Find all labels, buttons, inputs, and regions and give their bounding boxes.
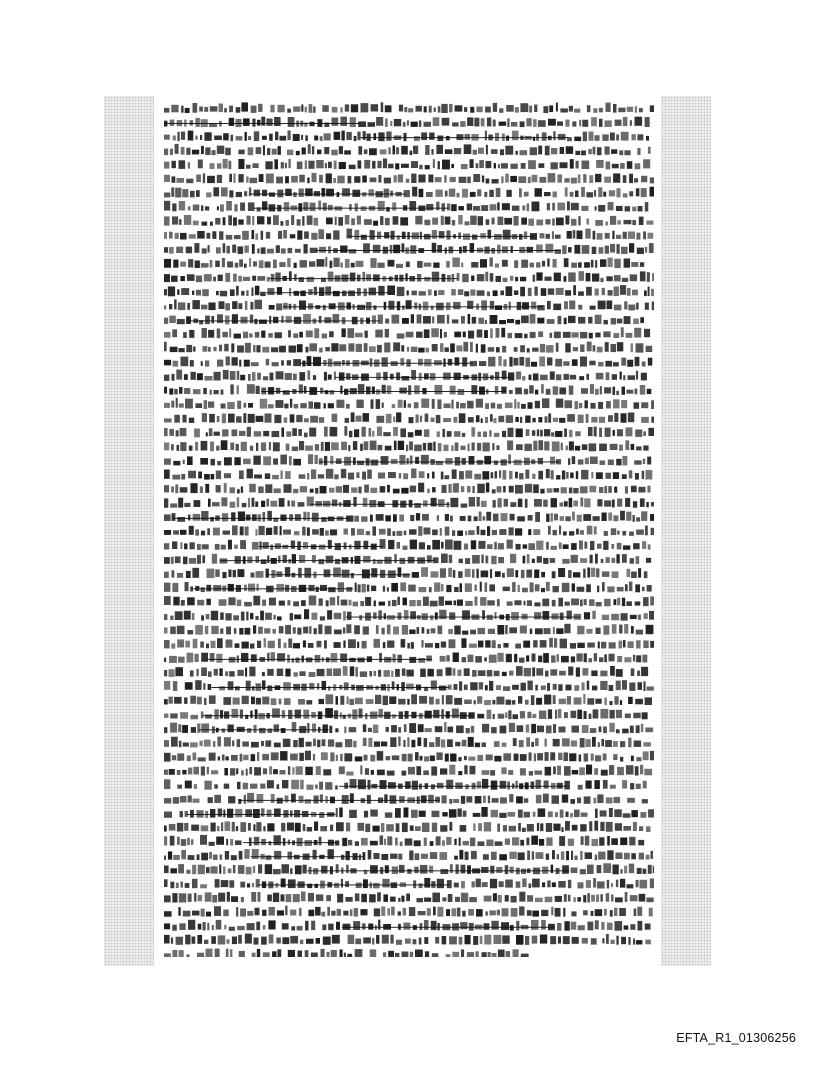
right-margin-band xyxy=(661,96,711,966)
garbled-line xyxy=(164,596,654,607)
garbled-line xyxy=(164,666,648,677)
garbled-line xyxy=(164,694,652,705)
garbled-line xyxy=(164,680,654,691)
garbled-line xyxy=(164,849,653,860)
garbled-line xyxy=(164,624,653,635)
garbled-line xyxy=(164,554,651,565)
garbled-line xyxy=(164,765,652,776)
garbled-line xyxy=(164,440,649,451)
garbled-line xyxy=(164,609,654,620)
garbled-line xyxy=(164,483,651,494)
garbled-line xyxy=(164,159,650,170)
garbled-line xyxy=(164,426,654,437)
garbled-line xyxy=(164,271,654,282)
garbled-line xyxy=(164,243,654,254)
garbled-line xyxy=(164,835,644,846)
garbled-line xyxy=(164,187,654,198)
garbled-line xyxy=(164,469,652,480)
garbled-line xyxy=(164,412,654,423)
garbled-line xyxy=(164,949,529,957)
garbled-line xyxy=(164,454,651,465)
bates-number: EFTA_R1_01306256 xyxy=(676,1031,796,1045)
garbled-line xyxy=(164,779,647,790)
garbled-line xyxy=(164,737,651,748)
garbled-line xyxy=(164,906,653,917)
garbled-line xyxy=(164,370,647,381)
garbled-line xyxy=(164,582,652,593)
garbled-line xyxy=(164,398,654,409)
garbled-line xyxy=(164,891,654,902)
left-margin-band xyxy=(104,96,154,966)
garbled-line xyxy=(164,863,654,874)
garbled-line xyxy=(164,131,649,142)
garbled-line xyxy=(164,511,654,522)
garbled-line xyxy=(164,356,652,367)
garbled-line xyxy=(164,708,648,719)
garbled-line xyxy=(164,257,644,268)
garbled-line xyxy=(164,229,653,240)
garbled-line xyxy=(164,117,650,128)
garbled-line xyxy=(164,102,654,113)
garbled-line xyxy=(164,497,654,508)
garbled-line xyxy=(164,652,647,663)
garbled-line xyxy=(164,638,654,649)
garbled-line xyxy=(164,285,654,296)
garbled-line xyxy=(164,751,654,762)
garbled-line xyxy=(164,299,654,310)
garbled-line xyxy=(164,722,653,733)
garbled-line xyxy=(164,878,654,889)
garbled-line xyxy=(164,384,651,395)
unreadable-text-lines xyxy=(164,97,654,957)
garbled-line xyxy=(164,201,648,212)
garbled-line xyxy=(164,793,648,804)
garbled-line xyxy=(164,525,654,536)
garbled-line xyxy=(164,327,650,338)
garbled-line xyxy=(164,215,653,226)
garbled-line xyxy=(164,144,651,155)
garbled-text-block xyxy=(164,97,654,957)
garbled-line xyxy=(164,173,654,184)
garbled-line xyxy=(164,314,644,325)
garbled-line xyxy=(164,567,647,578)
garbled-line xyxy=(164,821,651,832)
garbled-line xyxy=(164,934,651,945)
garbled-line xyxy=(164,807,654,818)
garbled-line xyxy=(164,920,651,931)
garbled-line xyxy=(164,539,651,550)
garbled-line xyxy=(164,342,652,353)
